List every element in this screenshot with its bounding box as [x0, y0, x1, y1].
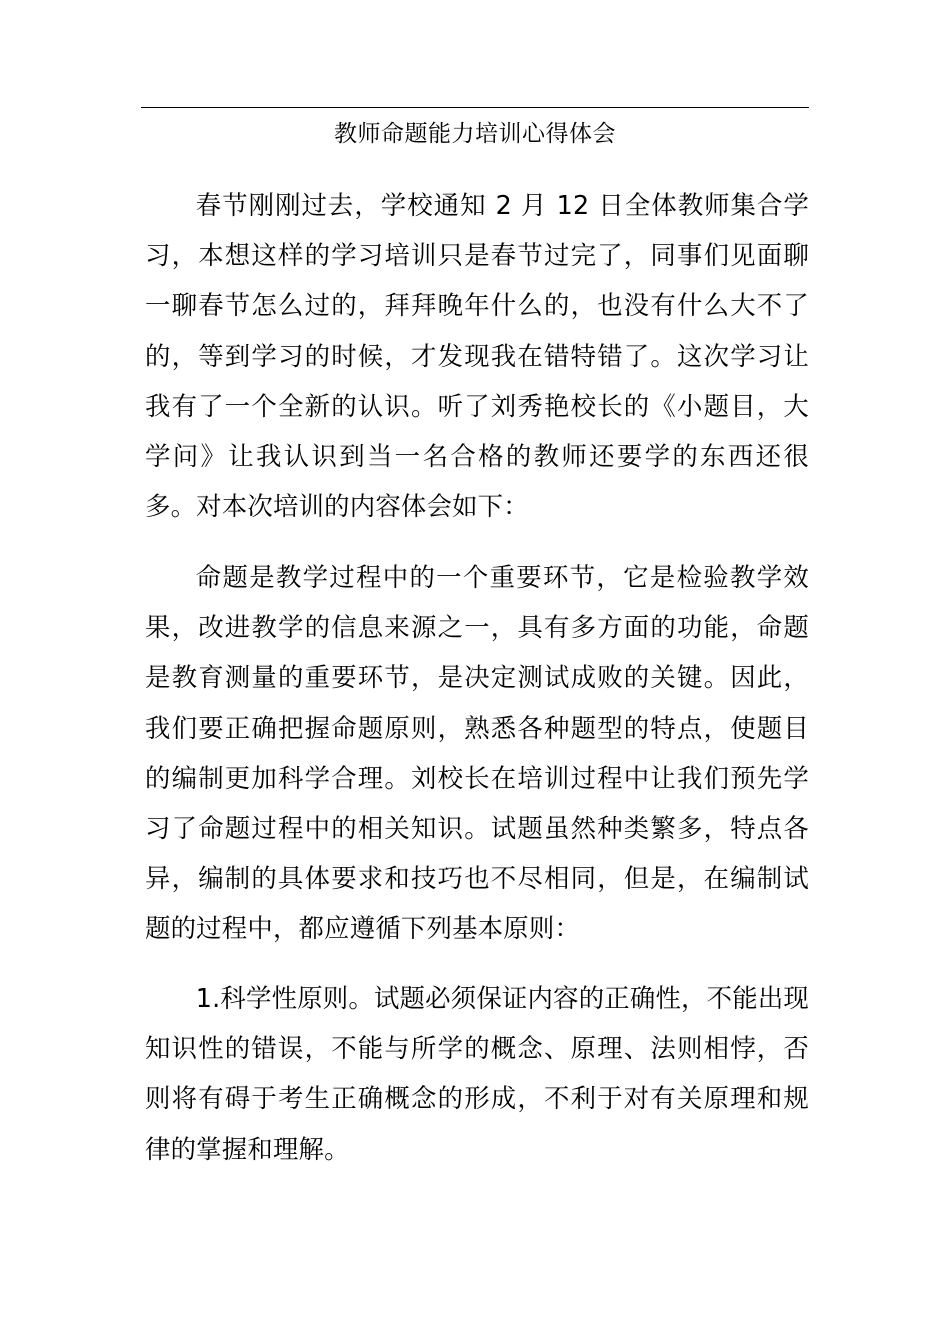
document-title: 教师命题能力培训心得体会	[334, 121, 616, 147]
header-rule	[141, 107, 809, 108]
paragraph-principles: 命题是教学过程中的一个重要环节，它是检验教学效果，改进教学的信息来源之一，具有多方面的功能，命题是教育测量的重要环节，是决定测试成败的关键。因此，我们要正确把握命题原则，熟悉各种题型的特点，使题目的编制更加科学合理。刘校长在培训过程中让我们预先学习了命题过程中的相关知识。试题虽然种类繁多，特点各异，编制的具体要求和技巧也不尽相同，但是，在编制试题的过程中，都应遵循下列基本原则：	[145, 562, 809, 944]
paragraph-scientific-principle: 1.科学性原则。试题必须保证内容的正确性，不能出现知识性的错误，不能与所学的概念、原理、法则相悖，否则将有碍于考生正确概念的形成，不利于对有关原理和规律的掌握和理解。	[145, 983, 810, 1164]
paragraph-intro: 春节刚刚过去，学校通知 2 月 12 日全体教师集合学习，本想这样的学习培训只是春节过完了，同事们见面聊一聊春节怎么过的，拜拜晚年什么的，也没有什么大不了的，等到学习的时候，才发现我在错特错了。这次学习让我有了一个全新的认识。听了刘秀艳校长的《小题目，大学问》让我认识到当一名合格的教师还要学的东西还很多。对本次培训的内容体会如下：	[145, 190, 809, 522]
